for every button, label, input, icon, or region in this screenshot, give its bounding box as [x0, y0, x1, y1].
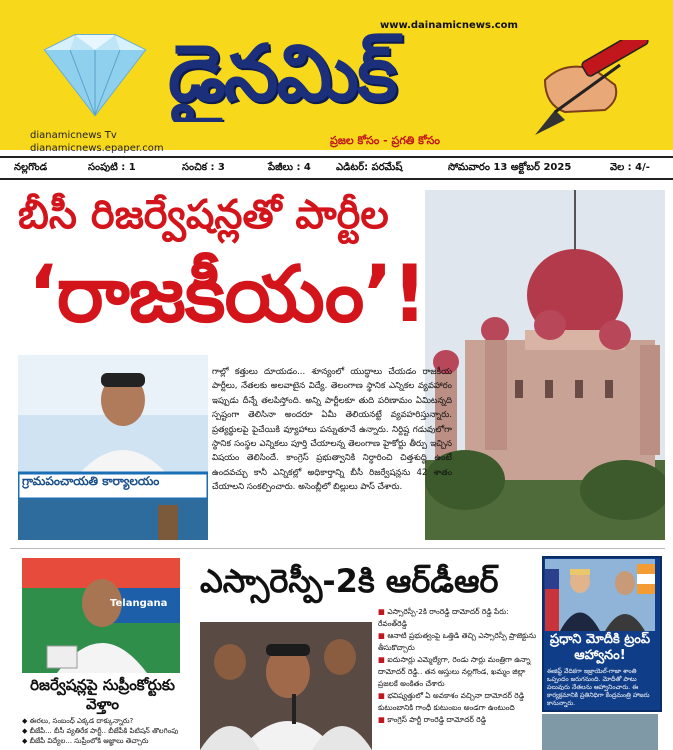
story-middle-headline: ఎస్సారెస్పీ-2కి ఆర్‌డీఆర్ [200, 562, 499, 600]
newspaper-logo: డైనమిక్ [168, 29, 396, 119]
story-middle-bullets [378, 606, 538, 726]
edition: నల్లగొండ [14, 162, 48, 173]
story-left-headline: రిజర్వేషన్లపై సుప్రీంకోర్టుకు వెళ్తాం [30, 676, 175, 713]
story-right-text: ఈజిప్ట్ వేదికగా ఇజ్రాయెల్-గాజా శాంతి ఒప్పందం జరుగనుంది. మోదీతో పాటు పలువురు నేతలను ఆహ్వానించారు. ఈ కార్యక్రమానికి ప్రతినిధిగా కేంద్రమంత్రి హాజరు కానున్నారు. [547, 668, 650, 707]
list-item: ■ ఐదుసార్లు ఎమ్మెల్యేగా, రెండు సార్లు మంత్రిగా ఉన్నా దామోదర్ రెడ్డి.. తన ఆస్తులు నల్లగొండ, ఖమ్మం జిల్లా ప్రజలకే అంకితం చేశారు [378, 655, 531, 688]
leaders-photo [545, 559, 655, 631]
lead-headline-line2: ‘రాజకీయం’! [28, 250, 427, 340]
high-court-photo [425, 190, 665, 540]
volume: సంపుటి : 1 [88, 162, 136, 173]
diamond-icon [25, 30, 165, 124]
date: సోమవారం 13 అక్టోబర్ 2025 [448, 162, 572, 173]
tagline: ప్రజల కోసం - ప్రగతి కోసం [330, 134, 440, 147]
bottom-right-photo [542, 714, 658, 750]
list-item: ■ కాంగ్రెస్ పార్టీ రాంరెడ్డి దామోదర్ రెడ్డి [378, 715, 487, 724]
minister-photo [22, 558, 180, 673]
list-item: ■ ఆనాటి ప్రభుత్వంపై ఒత్తిడి తెచ్చి ఎస్సారెస్పీ ప్రాజెక్టును తీసుకొచ్చారు [378, 631, 537, 652]
cm-photo [18, 355, 208, 540]
story-right-headline: ప్రధాని మోదీకి ట్రంప్ ఆహ్వానం! [549, 632, 651, 663]
rally-photo [200, 622, 372, 750]
editor: ఎడిటర్: పరమేష్ [336, 162, 403, 173]
epaper-label[interactable]: dianamicnews.epaper.com [30, 143, 164, 154]
tv-label: dianamicnews Tv [30, 130, 117, 141]
pen-icon [525, 40, 655, 144]
issue-info-bar [0, 156, 673, 180]
list-item: ■ ఎస్సారెస్పీ-2కి రాంరెడ్డి దామోదర్ రెడ్డి పేరు: రేవంత్‌రెడ్డి [378, 607, 509, 628]
photo-caption-sign: గ్రామపంచాయతి కార్యాలయం [22, 474, 160, 488]
list-item: ◆ బీజేపీ... బీసీ వ్యతిరేక పార్టీ.. బీజేపీకి పిటిషన్ తొలగింపు [22, 727, 179, 735]
price: వెల : 4/- [610, 162, 650, 173]
site-url[interactable]: www.dainamicnews.com [380, 20, 518, 31]
lead-body-text: గాల్లో కత్తులు దూయడం... శూన్యంలో యుద్ధాలు చేయడం రాజకీయ పార్టీలు, నేతలకు అలవాటైన విద్యే. తెలంగాణ స్థానిక ఎన్నికల వ్యవహారం ఇప్పుడు దీన్నే తలపిస్తోంది. అన్ని పార్టీలకూ తుది పరిణామం ఏమిటన్నది స్పష్టంగా తెలిసినా అందరూ ఏమీ తెలియనట్టే వ్యవహరిస్తున్నారు. ప్రత్యర్థులపై పైచేయికి వ్యూహాలు పన్నుతూనే ఉన్నారు. నిర్దిష్ట గడువులోగా స్థానిక సంస్థల ఎన్నికలు పూర్తి చేయాలన్న తెలంగాణ హైకోర్టు తీర్పు ఇచ్చిన విషయం తెలిసిందే. కాంగ్రెస్ ప్రభుత్వానికి నిర్ధారించి చిత్తశుద్ధి ఉంటే ఉందవచ్చు కానీ ఎన్నికల్లో అధికార్తాన్ని బీసీ రిజర్వేషన్లను 42 శాతం చేయాలని సంకల్పించారు. అసెంబ్లీలో బిల్లులు పాస్ చేశారు. [212, 367, 452, 493]
issue: సంచిక : 3 [182, 162, 225, 173]
pages: పేజీలు : 4 [268, 162, 311, 173]
story-left-bullets [22, 716, 182, 746]
list-item: ■ భవిష్యత్తులో ఏ అవకాశం వచ్చినా దామోదర్ రెడ్డి కుటుంబానికి గాంధీ కుటుంబం అండగా ఉంటుంది [378, 691, 525, 712]
section-divider [10, 548, 665, 549]
photo-banner-text: Telangana [110, 598, 168, 609]
list-item: ◆ బీజేపీ విద్యేల... సుప్రీంలోకి ఆజ్ఞాలు తెచ్చారు [22, 737, 149, 745]
list-item: ◆ ఈరలు, సంబంధ్ ఎక్కడ దాక్కున్నారు? [22, 717, 134, 725]
lead-headline-line1: బీసీ రిజర్వేషన్లతో పార్టీల [18, 192, 389, 238]
